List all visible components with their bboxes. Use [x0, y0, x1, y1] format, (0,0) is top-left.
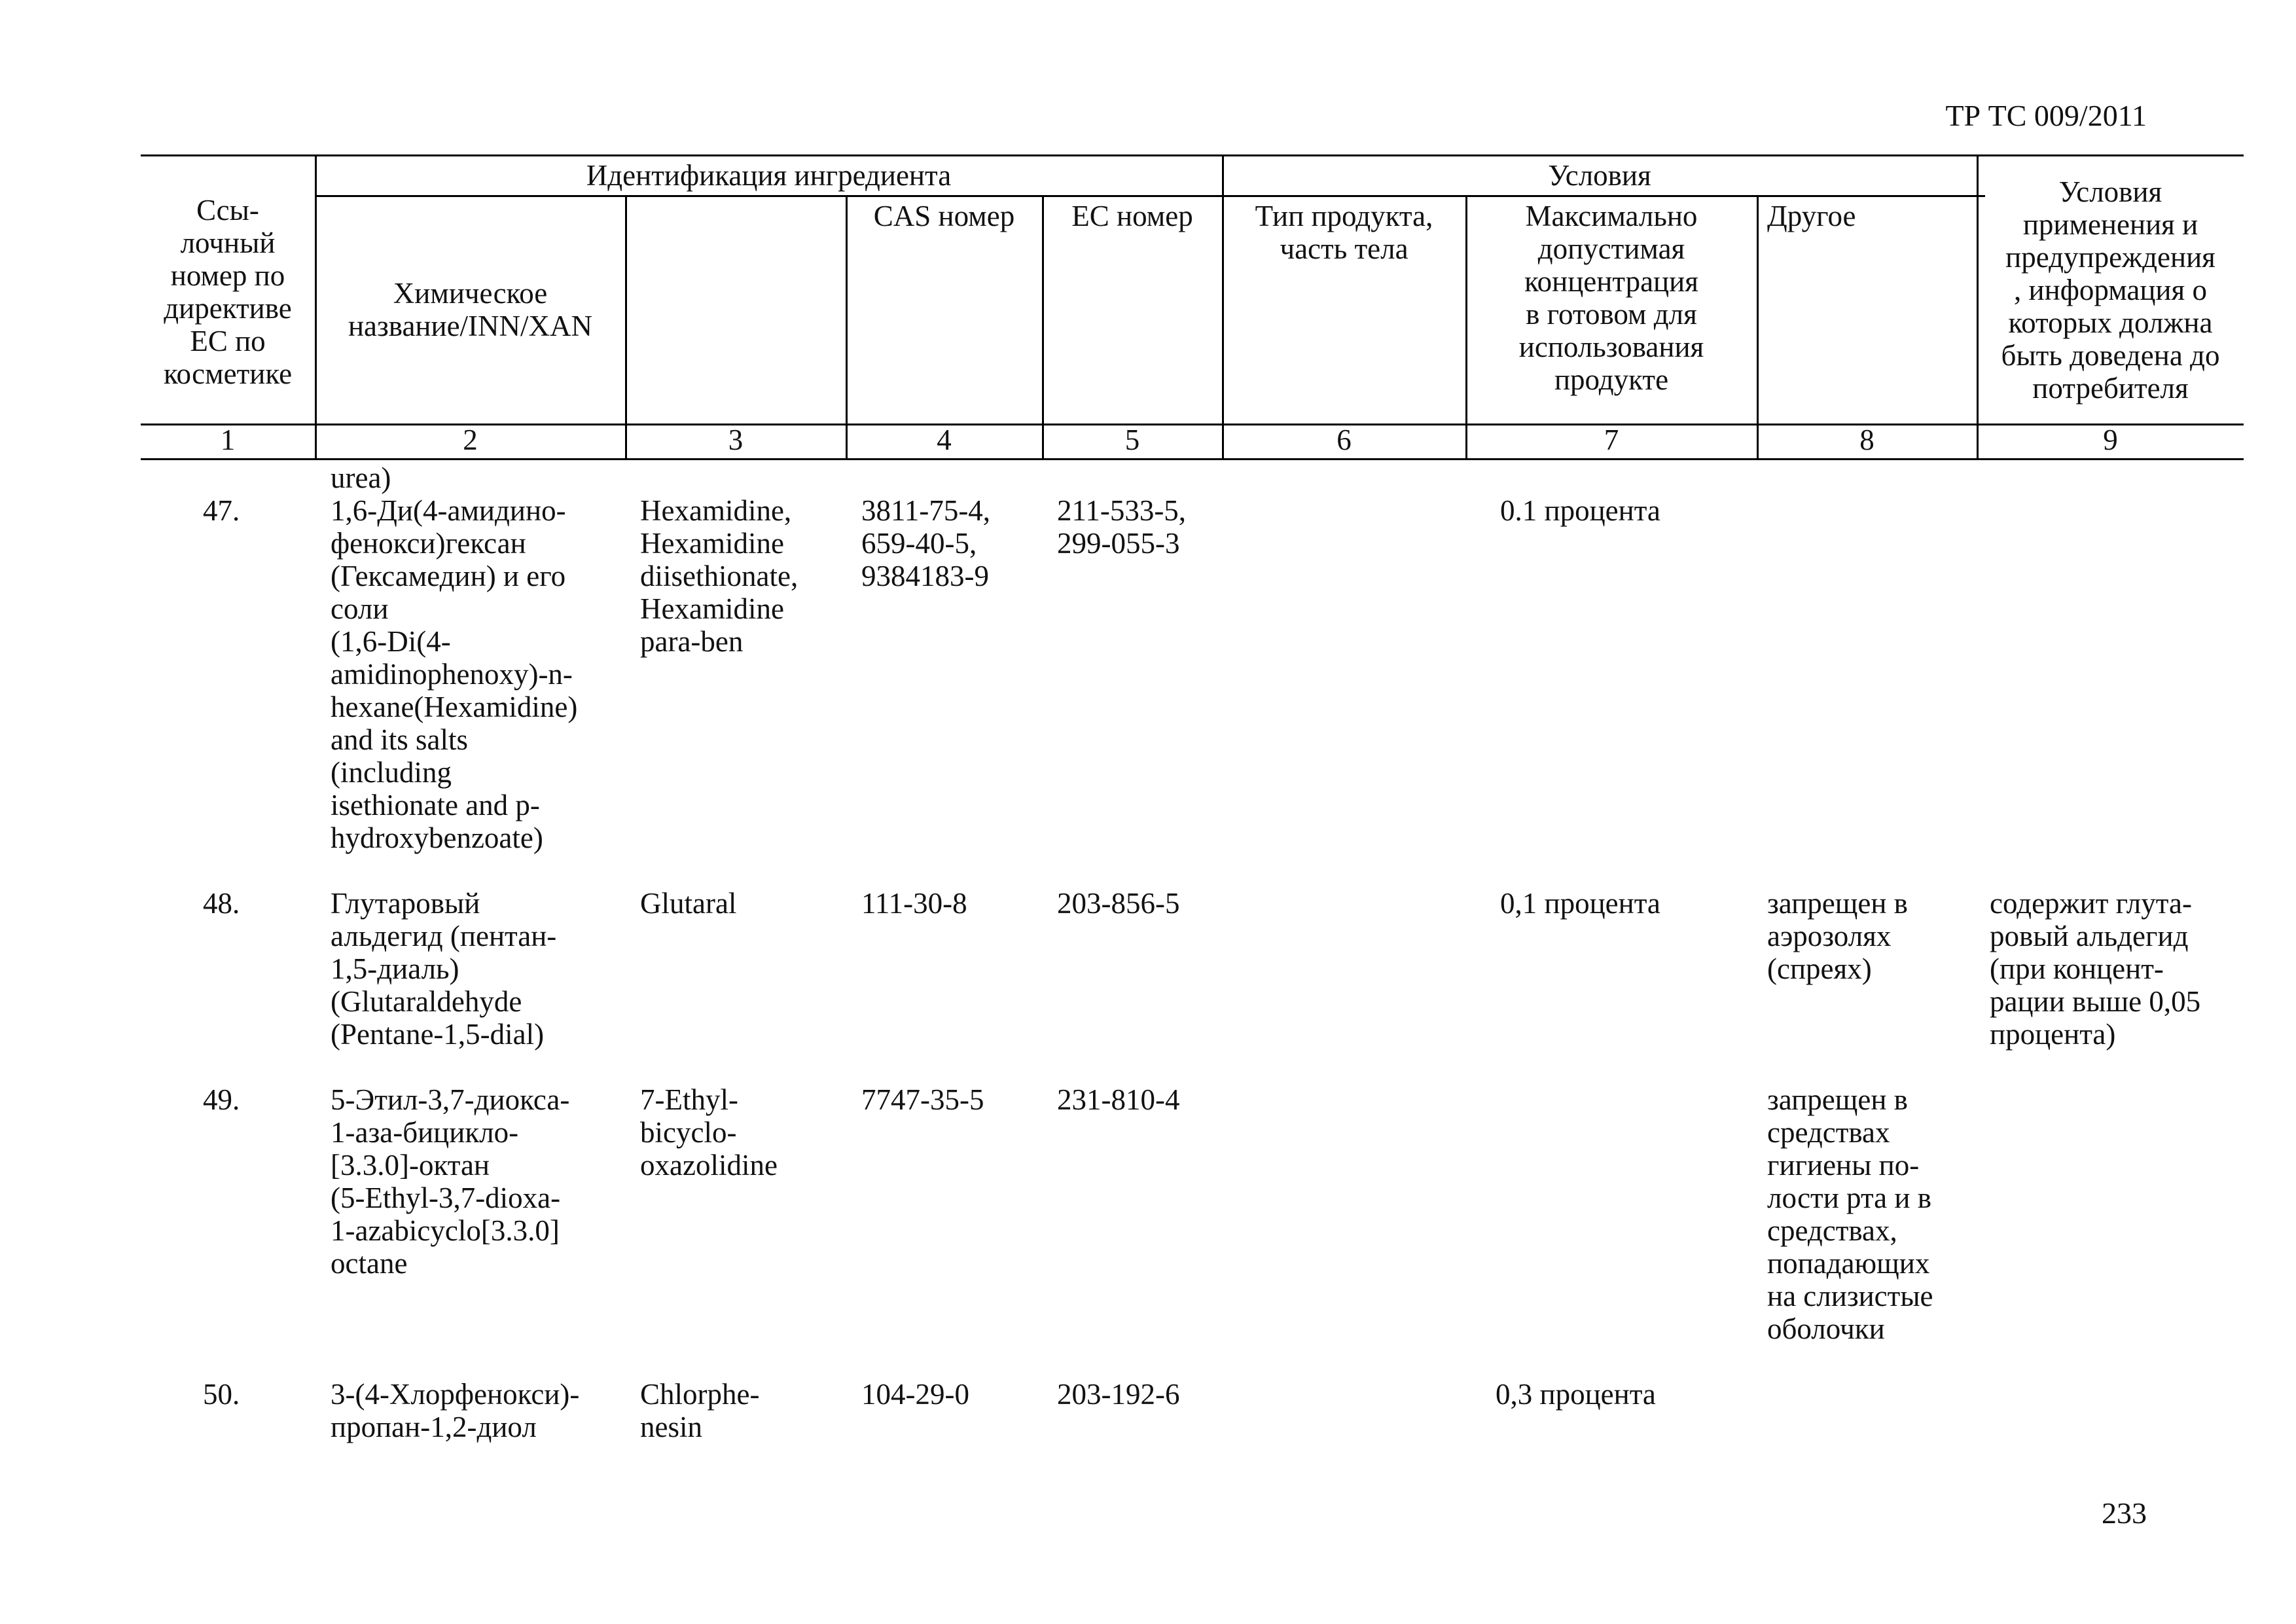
column-number-3: 3	[728, 424, 744, 456]
row-47-chemical-name: 1,6-Ди(4-амидино- фенокси)гексан (Гексамедин) и его соли (1,6-Di(4- amidinophenoxy)-n- hexane(Hexamidine) and its salts (including isethionate and p- hydroxybenzoate)	[331, 494, 578, 854]
row-49-chemical-name: 5-Этил-3,7-диокса- 1-аза-бицикло- [3.3.0]-октан (5-Ethyl-3,7-dioxa- 1-azabicyclo[3.3.0] octane	[331, 1083, 570, 1280]
row-50-ec: 203-192-6	[1057, 1378, 1180, 1411]
header-other: Другое	[1767, 200, 1856, 232]
row-49-cas: 7747-35-5	[861, 1083, 984, 1116]
column-number-6: 6	[1336, 424, 1352, 456]
column-number-7: 7	[1604, 424, 1619, 456]
column-numbers-bottom-rule	[141, 458, 2244, 460]
document-code: ТР ТС 009/2011	[1945, 99, 2147, 132]
row-49-other: запрещен в средствах гигиены по- лости рта и в средствах, попадающих на слизистые оболочки	[1767, 1083, 1933, 1345]
row-48-number: 48.	[203, 887, 240, 920]
table-top-rule	[141, 154, 2244, 156]
subheader-rule	[315, 195, 1985, 197]
row-48-ec: 203-856-5	[1057, 887, 1180, 920]
divider-col2	[625, 195, 627, 458]
divider-col4	[1042, 195, 1044, 458]
header-ref-number: Ссы- лочный номер по директиве ЕС по косметике	[163, 194, 293, 390]
row-48-warnings: содержит глута- ровый альдегид (при концент- рации выше 0,05 процента)	[1990, 887, 2201, 1051]
divider-col7	[1757, 195, 1759, 458]
header-warnings: Условия применения и предупреждения , информация о которых должна быть доведена до потребителя	[2001, 175, 2220, 405]
header-product-type: Тип продукта, часть тела	[1255, 200, 1433, 265]
row-50-number: 50.	[203, 1378, 240, 1411]
row-48-inn: Glutaral	[640, 887, 737, 920]
column-number-5: 5	[1124, 424, 1140, 456]
header-max-concentration: Максимально допустимая концентрация в готовом для использования продукте	[1518, 200, 1704, 396]
header-ec-number: EC номер	[1071, 200, 1193, 232]
row-48-chemical-name: Глутаровый альдегид (пентан- 1,5-диаль) (Glutaraldehyde (Pentane-1,5-dial)	[331, 887, 557, 1051]
row-48-cas: 111-30-8	[861, 887, 967, 920]
divider-col3	[846, 195, 848, 458]
header-chemical-name: Химическое название/INN/XAN	[348, 277, 593, 342]
row-47-inn: Hexamidine, Hexamidine diisethionate, Hexamidine para-ben	[640, 494, 798, 658]
row-47-number: 47.	[203, 494, 240, 527]
page-number: 233	[2102, 1496, 2147, 1530]
row-47-cas: 3811-75-4, 659-40-5, 9384183-9	[861, 494, 991, 592]
row-49-number: 49.	[203, 1083, 240, 1116]
row-50-concentration: 0,3 процента	[1496, 1378, 1656, 1411]
row-48-other: запрещен в аэрозолях (спреях)	[1767, 887, 1908, 985]
column-number-4: 4	[937, 424, 952, 456]
row-48-concentration: 0,1 процента	[1500, 887, 1660, 920]
header-conditions: Условия	[1548, 159, 1651, 192]
row-50-inn: Chlorphe- nesin	[640, 1378, 760, 1443]
column-number-2: 2	[463, 424, 478, 456]
column-number-1: 1	[220, 424, 236, 456]
row-50-chemical-name: 3-(4-Хлорфенокси)- пропан-1,2-диол	[331, 1378, 580, 1443]
row-49-ec: 231-810-4	[1057, 1083, 1180, 1116]
carryover-text: urea)	[331, 461, 391, 494]
header-ingredient-identification: Идентификация ингредиента	[586, 159, 952, 192]
row-50-cas: 104-29-0	[861, 1378, 969, 1411]
header-cas-number: CAS номер	[873, 200, 1015, 232]
row-47-ec: 211-533-5, 299-055-3	[1057, 494, 1187, 560]
column-number-8: 8	[1859, 424, 1874, 456]
row-49-inn: 7-Ethyl- bicyclo- oxazolidine	[640, 1083, 778, 1182]
column-number-9: 9	[2103, 424, 2118, 456]
row-47-concentration: 0.1 процента	[1500, 494, 1660, 527]
